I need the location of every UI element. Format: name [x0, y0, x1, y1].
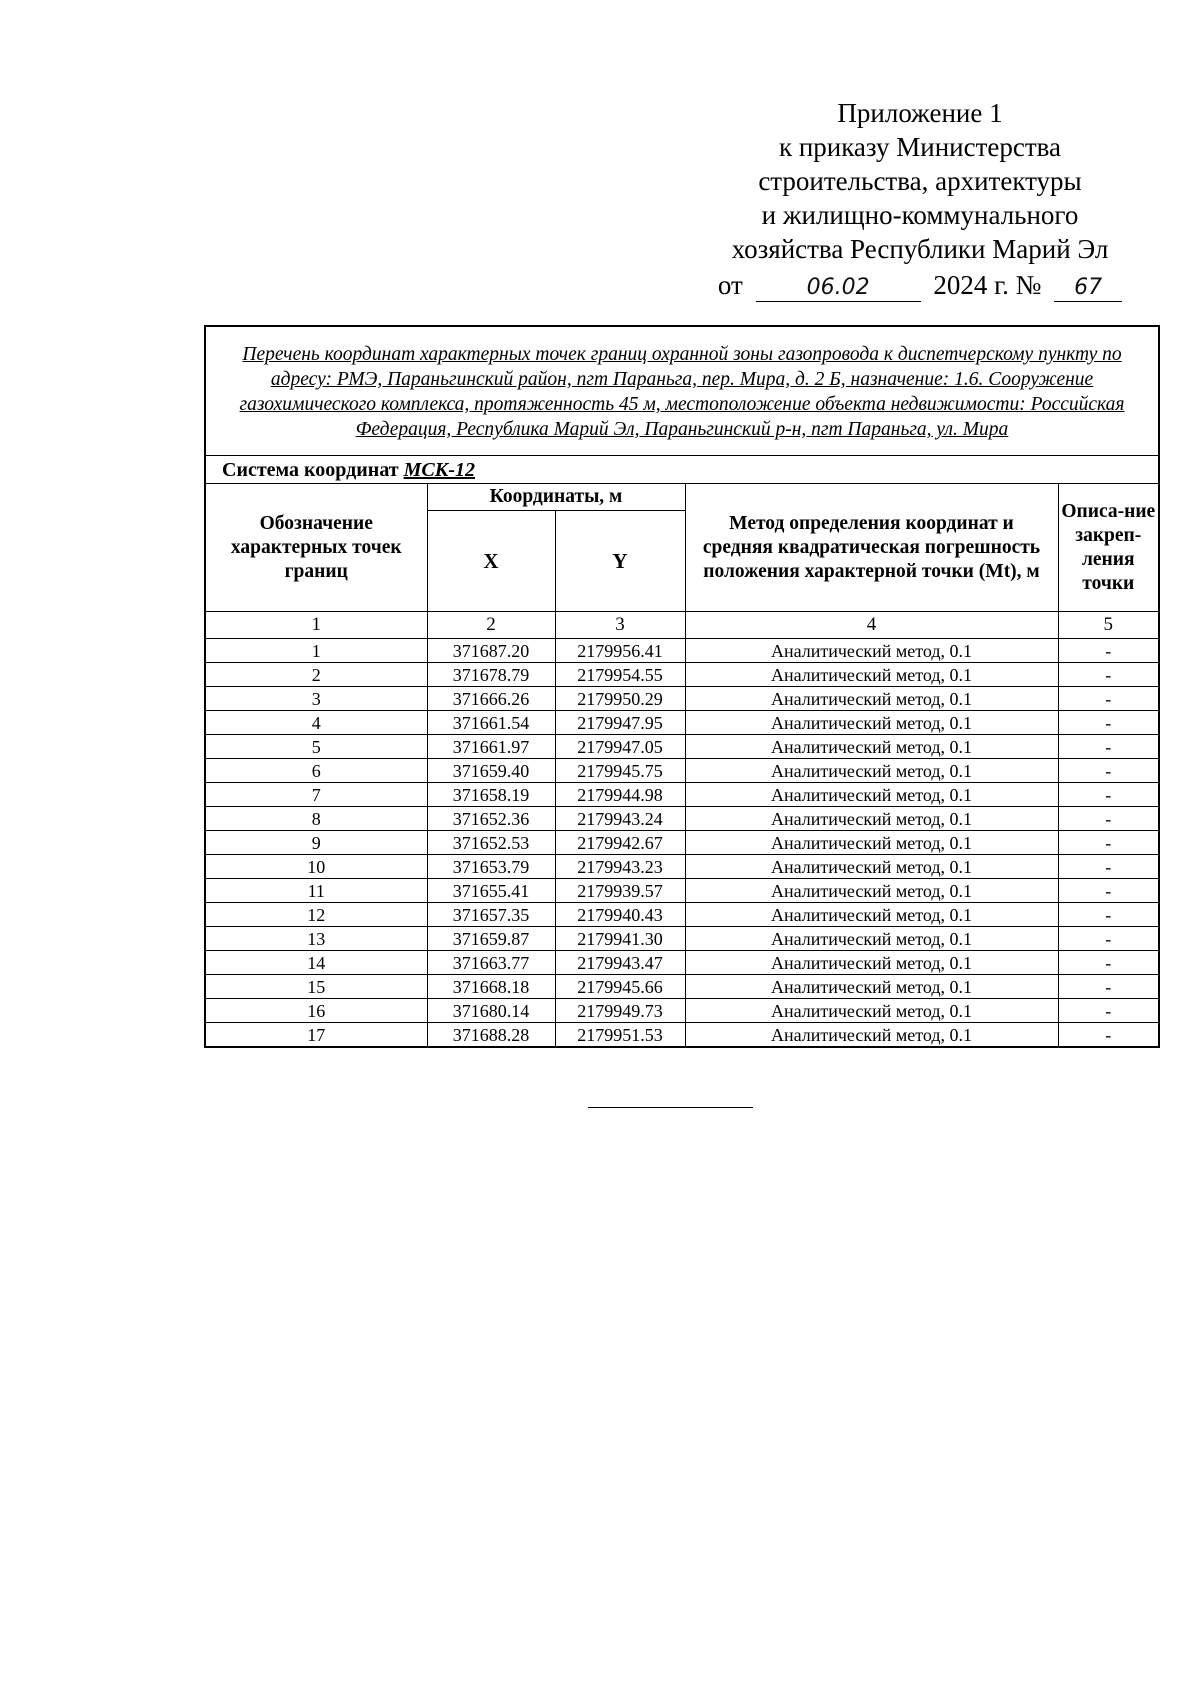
- coordinate-system-row: [205, 456, 1159, 484]
- y-cell: 2179943.24: [555, 807, 685, 831]
- point-cell: 16: [205, 999, 427, 1023]
- header-coordinates: Координаты, м: [427, 484, 685, 511]
- point-cell: 9: [205, 831, 427, 855]
- table-row: [205, 783, 1159, 807]
- description-cell: -: [1058, 807, 1159, 831]
- appendix-label: Приложение 1: [837, 98, 1003, 128]
- coordinate-system-code: МСК-12: [403, 458, 475, 481]
- method-cell: Аналитический метод, 0.1: [685, 999, 1058, 1023]
- x-cell: 371661.54: [427, 711, 555, 735]
- order-line: к приказу Министерства: [778, 132, 1062, 162]
- point-cell: 6: [205, 759, 427, 783]
- approval-block: [700, 96, 1140, 302]
- description-cell: -: [1058, 1023, 1159, 1048]
- table-row: [205, 951, 1159, 975]
- coordinate-system: [205, 456, 1159, 484]
- table-row: [205, 759, 1159, 783]
- point-cell: 7: [205, 783, 427, 807]
- x-cell: 371663.77: [427, 951, 555, 975]
- method-cell: Аналитический метод, 0.1: [685, 903, 1058, 927]
- x-cell: 371688.28: [427, 1023, 555, 1048]
- y-cell: 2179942.67: [555, 831, 685, 855]
- x-cell: 371687.20: [427, 639, 555, 663]
- x-cell: 371668.18: [427, 975, 555, 999]
- method-cell: Аналитический метод, 0.1: [685, 831, 1058, 855]
- method-cell: Аналитический метод, 0.1: [685, 687, 1058, 711]
- y-cell: 2179945.75: [555, 759, 685, 783]
- year-number-label: 2024 г. №: [933, 270, 1042, 300]
- y-cell: 2179943.23: [555, 855, 685, 879]
- point-cell: 3: [205, 687, 427, 711]
- table-title-row: [205, 326, 1159, 456]
- method-cell: Аналитический метод, 0.1: [685, 855, 1058, 879]
- description-cell: -: [1058, 711, 1159, 735]
- table-row: [205, 879, 1159, 903]
- x-cell: 371666.26: [427, 687, 555, 711]
- table-row: [205, 831, 1159, 855]
- y-cell: 2179950.29: [555, 687, 685, 711]
- y-cell: 2179951.53: [555, 1023, 685, 1048]
- method-cell: Аналитический метод, 0.1: [685, 927, 1058, 951]
- header-point: Обозначение характерных точек границ: [205, 484, 427, 612]
- table-row: [205, 663, 1159, 687]
- y-cell: 2179956.41: [555, 639, 685, 663]
- from-label: от: [717, 270, 743, 300]
- x-cell: 371659.87: [427, 927, 555, 951]
- x-cell: 371659.40: [427, 759, 555, 783]
- table-row: [205, 807, 1159, 831]
- column-number-4: 4: [685, 612, 1058, 639]
- end-separator-line: [588, 1107, 753, 1108]
- table-row: [205, 855, 1159, 879]
- point-cell: 13: [205, 927, 427, 951]
- description-cell: -: [1058, 735, 1159, 759]
- table-row: [205, 687, 1159, 711]
- method-cell: Аналитический метод, 0.1: [685, 807, 1058, 831]
- y-cell: 2179954.55: [555, 663, 685, 687]
- x-cell: 371653.79: [427, 855, 555, 879]
- point-cell: 11: [205, 879, 427, 903]
- point-cell: 10: [205, 855, 427, 879]
- header-x: X: [427, 511, 555, 612]
- description-cell: -: [1058, 831, 1159, 855]
- description-cell: -: [1058, 927, 1159, 951]
- column-number-2: 2: [427, 612, 555, 639]
- table-row: [205, 903, 1159, 927]
- table-row: [205, 999, 1159, 1023]
- header-row-1: [205, 484, 1159, 511]
- handwritten-order-number: 67: [1054, 275, 1122, 302]
- point-cell: 2: [205, 663, 427, 687]
- order-date-line: [718, 268, 1122, 302]
- table-title: Перечень координат характерных точек границ охранной зоны газопровода к диспетчерскому пункту по адресу: РМЭ, Параньгинский район, пгт Параньга, пер. Мира, д. 2 Б, назначение: 1.6. Сооружение газохимического комплекса, протяженность 45 м, местоположение объекта недвижимости: Российская Федерация, Республика Марий Эл, Параньгинский р-н, пгт Параньга, ул. Мира: [205, 326, 1159, 456]
- description-cell: -: [1058, 879, 1159, 903]
- method-cell: Аналитический метод, 0.1: [685, 663, 1058, 687]
- description-cell: -: [1058, 639, 1159, 663]
- y-cell: 2179941.30: [555, 927, 685, 951]
- description-cell: -: [1058, 687, 1159, 711]
- point-cell: 5: [205, 735, 427, 759]
- ministry-line-2: и жилищно-коммунального: [761, 200, 1079, 230]
- y-cell: 2179943.47: [555, 951, 685, 975]
- column-number-row: [205, 612, 1159, 639]
- ministry-line-1: строительства, архитектуры: [758, 166, 1082, 196]
- table-row: [205, 975, 1159, 999]
- method-cell: Аналитический метод, 0.1: [685, 711, 1058, 735]
- description-cell: -: [1058, 855, 1159, 879]
- description-cell: -: [1058, 903, 1159, 927]
- method-cell: Аналитический метод, 0.1: [685, 735, 1058, 759]
- point-cell: 8: [205, 807, 427, 831]
- coordinates-table: [204, 325, 1160, 1048]
- header-method: Метод определения координат и средняя квадратическая погрешность положения характерной точки (Mt), м: [685, 484, 1058, 612]
- coordinate-system-label: Система координат: [222, 458, 399, 481]
- point-cell: 1: [205, 639, 427, 663]
- y-cell: 2179940.43: [555, 903, 685, 927]
- description-cell: -: [1058, 975, 1159, 999]
- ministry-line-3: хозяйства Республики Марий Эл: [731, 234, 1109, 264]
- header-y: Y: [555, 511, 685, 612]
- table-row: [205, 711, 1159, 735]
- description-cell: -: [1058, 783, 1159, 807]
- method-cell: Аналитический метод, 0.1: [685, 975, 1058, 999]
- y-cell: 2179945.66: [555, 975, 685, 999]
- handwritten-date: 06.02: [756, 275, 921, 302]
- x-cell: 371678.79: [427, 663, 555, 687]
- point-cell: 14: [205, 951, 427, 975]
- column-number-5: 5: [1058, 612, 1159, 639]
- method-cell: Аналитический метод, 0.1: [685, 951, 1058, 975]
- x-cell: 371657.35: [427, 903, 555, 927]
- description-cell: -: [1058, 999, 1159, 1023]
- y-cell: 2179949.73: [555, 999, 685, 1023]
- x-cell: 371661.97: [427, 735, 555, 759]
- point-cell: 17: [205, 1023, 427, 1048]
- method-cell: Аналитический метод, 0.1: [685, 1023, 1058, 1048]
- description-cell: -: [1058, 663, 1159, 687]
- header-description: Описа-ние закреп-ления точки: [1058, 484, 1159, 612]
- description-cell: -: [1058, 759, 1159, 783]
- method-cell: Аналитический метод, 0.1: [685, 879, 1058, 903]
- point-cell: 4: [205, 711, 427, 735]
- point-cell: 15: [205, 975, 427, 999]
- point-cell: 12: [205, 903, 427, 927]
- y-cell: 2179944.98: [555, 783, 685, 807]
- method-cell: Аналитический метод, 0.1: [685, 759, 1058, 783]
- x-cell: 371680.14: [427, 999, 555, 1023]
- column-number-3: 3: [555, 612, 685, 639]
- table-row: [205, 735, 1159, 759]
- description-cell: -: [1058, 951, 1159, 975]
- column-number-1: 1: [205, 612, 427, 639]
- x-cell: 371658.19: [427, 783, 555, 807]
- y-cell: 2179939.57: [555, 879, 685, 903]
- x-cell: 371652.36: [427, 807, 555, 831]
- y-cell: 2179947.95: [555, 711, 685, 735]
- x-cell: 371655.41: [427, 879, 555, 903]
- table-row: [205, 927, 1159, 951]
- table-row: [205, 1023, 1159, 1048]
- y-cell: 2179947.05: [555, 735, 685, 759]
- x-cell: 371652.53: [427, 831, 555, 855]
- table-row: [205, 639, 1159, 663]
- method-cell: Аналитический метод, 0.1: [685, 639, 1058, 663]
- method-cell: Аналитический метод, 0.1: [685, 783, 1058, 807]
